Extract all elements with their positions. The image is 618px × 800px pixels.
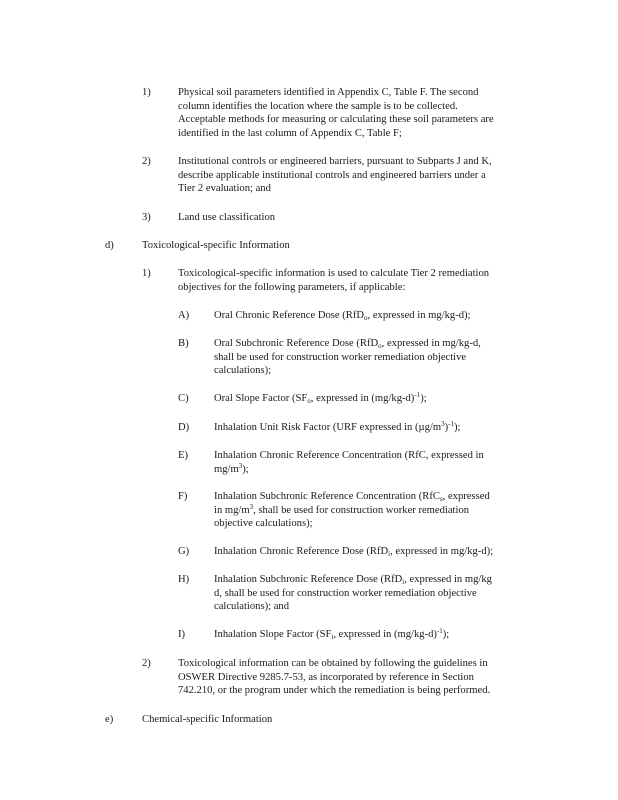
paragraph-line: 742.210, or the program under which the remediation is being performed. xyxy=(178,685,491,697)
list-marker: D) xyxy=(178,422,190,433)
list-marker: 2) xyxy=(142,658,151,669)
paragraph-line: Toxicological information can be obtained by following the guidelines in xyxy=(178,658,488,669)
paragraph-line: describe applicable institutional controls and engineered barriers under a xyxy=(178,169,486,181)
paragraph-line: Inhalation Chronic Reference Dose (RfD$_i$, expressed in mg/kg-d); xyxy=(214,546,494,558)
paragraph-line: Oral Subchronic Reference Dose (RfD$_o$, expressed in mg/kg-d, xyxy=(214,338,481,350)
list-marker: 3) xyxy=(142,212,151,223)
list-marker: 2) xyxy=(142,156,151,167)
paragraph-line: Oral Chronic Reference Dose (RfD$_o$, expressed in mg/kg-d); xyxy=(214,310,471,322)
paragraph-line: d, shall be used for construction worker remediation objective xyxy=(214,587,477,599)
list-marker: H) xyxy=(178,574,190,585)
paragraph-line: column identifies the location where the sample is to be collected. xyxy=(178,100,458,112)
list-marker: A) xyxy=(178,310,190,321)
paragraph-line: Toxicological-specific information is used to calculate Tier 2 remediation xyxy=(178,268,490,279)
paragraph-line: shall be used for construction worker remediation objective xyxy=(214,351,467,363)
paragraph-line: Tier 2 evaluation; and xyxy=(178,183,271,195)
paragraph-line: Oral Slope Factor ($SF_o$, expressed in $(mg/kg-d)^{-1}$); xyxy=(214,391,427,405)
paragraph-line: calculations); xyxy=(214,365,272,377)
paragraph-line: identified in the last column of Appendix C, Table F; xyxy=(178,127,402,139)
list-marker: F) xyxy=(178,491,188,502)
list-marker: G) xyxy=(178,546,190,557)
list-marker: e) xyxy=(105,714,114,725)
paragraph-line: Inhalation Chronic Reference Concentration (RfC, expressed in xyxy=(214,450,484,461)
paragraph-line: objectives for the following parameters, if applicable: xyxy=(178,281,406,293)
paragraph-line: Physical soil parameters identified in Appendix C, Table F. The second xyxy=(178,87,479,98)
paragraph-line: Inhalation Subchronic Reference Dose (RfD$_i$, expressed in mg/kg xyxy=(214,574,492,586)
list-marker: I) xyxy=(178,629,186,640)
paragraph-line: OSWER Directive 9285.7-53, as incorporated by reference in Section xyxy=(178,671,474,683)
list-marker: E) xyxy=(178,450,188,461)
list-marker: B) xyxy=(178,338,189,349)
paragraph-line: Land use classification xyxy=(178,212,276,223)
paragraph-line: Acceptable methods for measuring or calculating these soil parameters are xyxy=(178,114,494,126)
paragraph-line: objective calculations); xyxy=(214,518,313,530)
paragraph-line: Inhalation Subchronic Reference Concentration (RfC$_s$, expressed xyxy=(214,491,490,503)
section-title: Chemical-specific Information xyxy=(142,714,273,725)
section-title: Toxicological-specific Information xyxy=(142,240,290,251)
list-marker: 1) xyxy=(142,268,151,279)
paragraph-line: Inhalation Slope Factor ($SF_i$, expressed in $(mg/kg-d)^{-1}$); xyxy=(214,627,450,641)
paragraph-line: Inhalation Unit Risk Factor (URF expressed in $(\mu g/m^3)^{-1}$); xyxy=(214,420,461,433)
paragraph-line: $mg/m^3$); xyxy=(214,461,249,475)
paragraph-line: Institutional controls or engineered barriers, pursuant to Subparts J and K, xyxy=(178,156,492,167)
paragraph-line: calculations); and xyxy=(214,601,290,613)
list-marker: 1) xyxy=(142,87,151,98)
paragraph-line: in $mg/m^3$, shall be used for construction worker remediation xyxy=(214,502,470,516)
list-marker: d) xyxy=(105,240,114,251)
list-marker: C) xyxy=(178,393,189,404)
